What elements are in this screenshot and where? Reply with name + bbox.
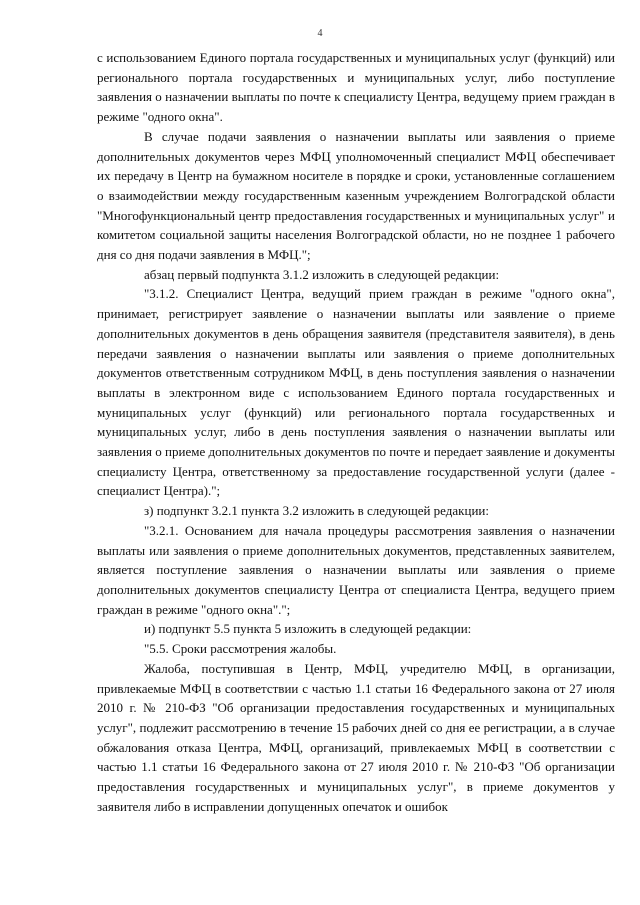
paragraph-amendment-5-5-intro: и) подпункт 5.5 пункта 5 изложить в следующей редакции: [144,621,472,637]
paragraph-mfc-transfer: В случае подачи заявления о назначении выплаты или заявления о приеме дополнительных документов через МФЦ уполномоченный специалист МФЦ обеспечивает их передачу в Центр на бумажном носителе в порядке и сроки, установленные соглашением о взаимодействии между государственным казенным учреждением Волгоградской области "Многофункциональный центр предоставления государственных и муниципальных услуг" и комитетом социальной защиты населения Волгоградской области, но не позднее 1 рабочего дня со дня подачи заявления в МФЦ."; [97,128,615,263]
paragraph-5-5-heading: "5.5. Сроки рассмотрения жалобы. [144,641,337,657]
paragraph-continuation: с использованием Единого портала государственных и муниципальных услуг (функций) или регионального портала государственных и муниципальных услуг, либо поступление заявления о назначении выплаты по почте к специалисту Центра, ведущему прием граждан в режиме "одного окна". [97,50,615,125]
paragraph-complaint-terms: Жалоба, поступившая в Центр, МФЦ, учредителю МФЦ, в организации, привлекаемые МФЦ в соответствии с частью 1.1 статьи 16 Федерального закона от 27 июля 2010 г. № 210-ФЗ "Об организации предоставления государственных и муниципальных услуг", подлежит рассмотрению в течение 15 рабочих дней со дня ее регистрации, а в случае обжалования отказа Центра, МФЦ, организаций, привлекаемых МФЦ в соответствии с частью 1.1 статьи 16 Федерального закона от 27 июля 2010 г. № 210-ФЗ "Об организации предоставления государственных и муниципальных услуг", в приеме документов у заявителя либо в исправлении допущенных опечаток и ошибок [97,660,615,814]
paragraph-3-1-2: "3.1.2. Специалист Центра, ведущий прием граждан в режиме "одного окна", принимает, регистрирует заявление о назначении выплаты или заявление о приеме дополнительных документов в день обращения заявителя (представителя заявителя), в день передачи заявления о назначении выплаты или заявления о приеме дополнительных документов ответственным сотрудником МФЦ, в день поступления заявления о назначении выплаты в электронном виде с использованием Единого портала государственных и муниципальных услуг (функций) или регионального портала государственных и муниципальных услуг, либо в день поступления заявления о назначении выплаты или заявления о приеме дополнительных документов по почте и передает заявление и документы специалисту Центра, ответственному за предоставление государственной услуги (далее - специалист Центра)."; [97,286,615,499]
paragraph-3-2-1: "3.2.1. Основанием для начала процедуры рассмотрения заявления о назначении выплаты или заявления о приеме дополнительных документов, представленных заявителем, является поступление заявления о назначении выплаты или заявления о приеме дополнительных документов специалисту Центра от специалиста Центра, ведущего прием граждан в режиме "одного окна"."; [97,522,615,617]
paragraph-amendment-3-2-1-intro: з) подпункт 3.2.1 пункта 3.2 изложить в следующей редакции: [144,503,489,519]
page-number: 4 [317,28,323,39]
paragraph-amendment-3-1-2-intro: абзац первый подпункта 3.1.2 изложить в следующей редакции: [144,266,500,282]
document-body [97,48,615,816]
